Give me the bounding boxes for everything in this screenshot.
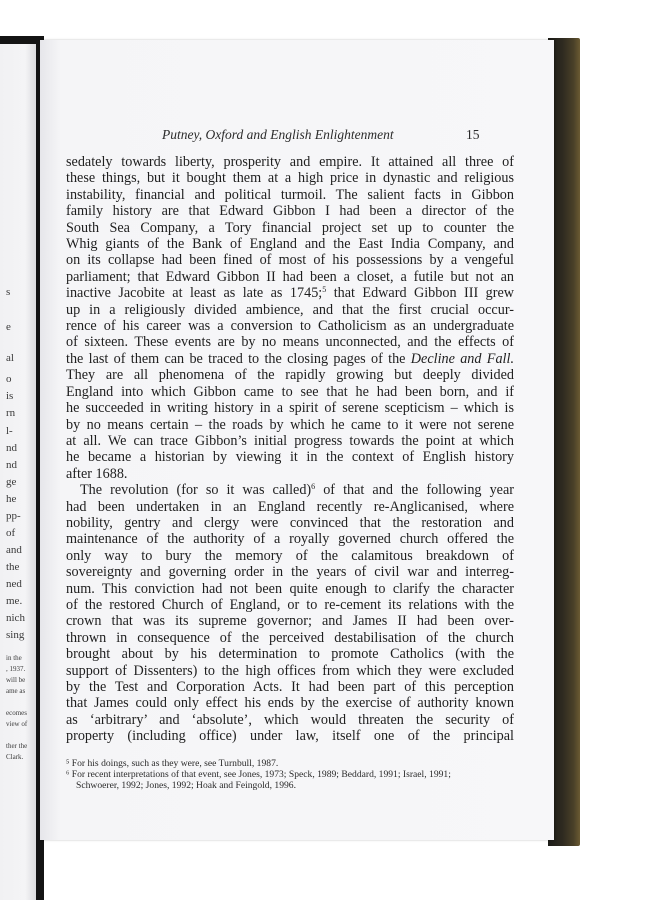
left-page-text-fragment: is [6,390,14,402]
body-line: South Sea Company, a Tory financial project set up to counter the [66,219,514,236]
body-line: They are all phenomena of the rapidly growing but deeply divided [66,367,514,384]
left-page-text-fragment: e [6,321,11,333]
left-page-text-fragment: ame as [6,687,26,695]
footnotes [66,758,514,791]
body-line: up in a religiously divided ambience, and that the first crucial occur- [66,301,514,318]
body-line: after 1688. [66,465,128,482]
body-line: nobility, gentry and clergy were convinced that the restoration and [66,514,514,531]
left-page-text-fragment: nd [6,459,17,471]
footnote-marker: 6 [311,482,316,492]
left-page-text-fragment: s [6,286,11,298]
body-line: instability, financial and political turmoil. The salient facts in Gibbon [66,186,514,203]
footnote-line: ⁵ For his doings, such as they were, see Turnbull, 1987. [66,758,279,769]
body-line: he succeeded in writing history in a spirit of serene scepticism – which is [66,400,514,417]
left-page-text-fragment: he [6,493,17,505]
body-line: brought about by his determination to promote Catholics (with the [66,646,514,663]
left-page-edge [0,44,36,900]
body-line: only way to bury the memory of the calamitous breakdown of [66,547,514,564]
body-line: of the restored Church of England, or to re-cement its relations with the [66,596,514,613]
left-page-text-fragment: Clark. [6,753,24,761]
left-page-text-fragment: al [6,352,14,364]
body-text [66,154,514,745]
body-line: rence of his career was a conversion to Catholicism as an undergraduate [66,318,514,335]
left-page-text-fragment: the [6,561,20,573]
body-line: property (including office) under law, itself one of the principal [66,728,514,745]
body-line: inactive Jacobite at least as late as 1745;$^5$ that Edward Gibbon III grew [66,285,514,302]
body-line: by the Test and Corporation Acts. It had been part of this perception [66,679,514,695]
left-page-text-fragment: pp- [6,510,21,522]
body-line: thrown in consequence of the perceived destabilisation of the church [66,629,514,646]
body-line: of sixteen. These events are by no means unconnected, and the effects of [66,334,514,351]
left-page-text-fragment: l- [6,425,13,437]
footnote-line: ⁶ For recent interpretations of that event, see Jones, 1973; Speck, 1989; Beddard, 1991; Israel, 1991; [66,769,451,780]
page-number: 15 [466,127,480,142]
body-line: the last of them can be traced to the closing pages of the Decline and Fall. [66,350,514,367]
body-line: family history are that Edward Gibbon I had been a director of the [66,203,514,220]
body-line: num. This conviction had not been quite enough to clarify the character [66,580,514,597]
left-page-text-fragment: ned [6,578,22,590]
body-line: by no means certain – the roads by which he came to it were not serene [66,416,514,433]
left-page-text-fragment: me. [6,595,23,607]
body-line: England into which Gibbon came to see that he had been born, and if [66,383,514,400]
body-line: sedately towards liberty, prosperity and empire. It attained all three of [66,154,514,170]
book-page [40,40,554,840]
left-page-text-fragment: ecomes [6,709,27,717]
body-line: had been undertaken in an England recently re-Anglicanised, where [66,498,514,515]
running-title: Putney, Oxford and English Enlightenment [162,127,394,142]
footnote-line: Schwoerer, 1992; Jones, 1992; Hoak and Feingold, 1996. [76,780,296,791]
left-page-text-fragment: nich [6,612,25,624]
body-line: The revolution (for so it was called)$^6$ of that and the following year [80,482,515,499]
body-line: these things, but it bought them at a high price in dynastic and religious [66,170,514,187]
left-page-text-fragment: ge [6,476,17,488]
body-line: that James could only effect his ends by the exercise of authority known [66,695,514,712]
body-line: on its collapse had been fined of most of his possessions by a vengeful [66,252,514,269]
body-line: he became a historian by viewing it in the context of English history [66,449,514,466]
left-page-text-fragment: sing [6,629,25,641]
body-line: support of Dissenters) to the high offices from which they were excluded [66,662,514,679]
body-line: Whig giants of the Bank of England and the East India Company, and [66,236,514,253]
body-line: at all. We can trace Gibbon’s initial progress towards the point at which [66,432,514,449]
left-page-text-fragment: will be [6,676,26,684]
left-page-text-fragment: view of [6,720,28,728]
left-page-text-fragment: of [6,527,16,539]
left-page-text-fragment: , 1937. [6,665,26,673]
body-line: as ‘arbitrary’ and ‘absolute’, which would threaten the security of [66,711,514,728]
left-page-text-fragment: and [6,544,22,556]
left-page-text-fragment: ther the [6,742,28,750]
body-line: crown that was its supreme governor; and James II had been over- [66,613,514,630]
body-line: parliament; that Edward Gibbon II had been a closet, a futile but not an [66,268,514,285]
body-line: maintenance of the authority of a royally governed church offered the [66,531,514,548]
left-page-text-fragment: rn [6,407,16,419]
left-page-text-fragment: o [6,373,12,385]
footnote-marker: 5 [322,285,327,295]
left-page-text-fragment: in the [6,654,22,662]
left-page-text-fragment: nd [6,442,17,454]
body-line: sovereignty and governing order in the years of civil war and interreg- [66,564,514,581]
